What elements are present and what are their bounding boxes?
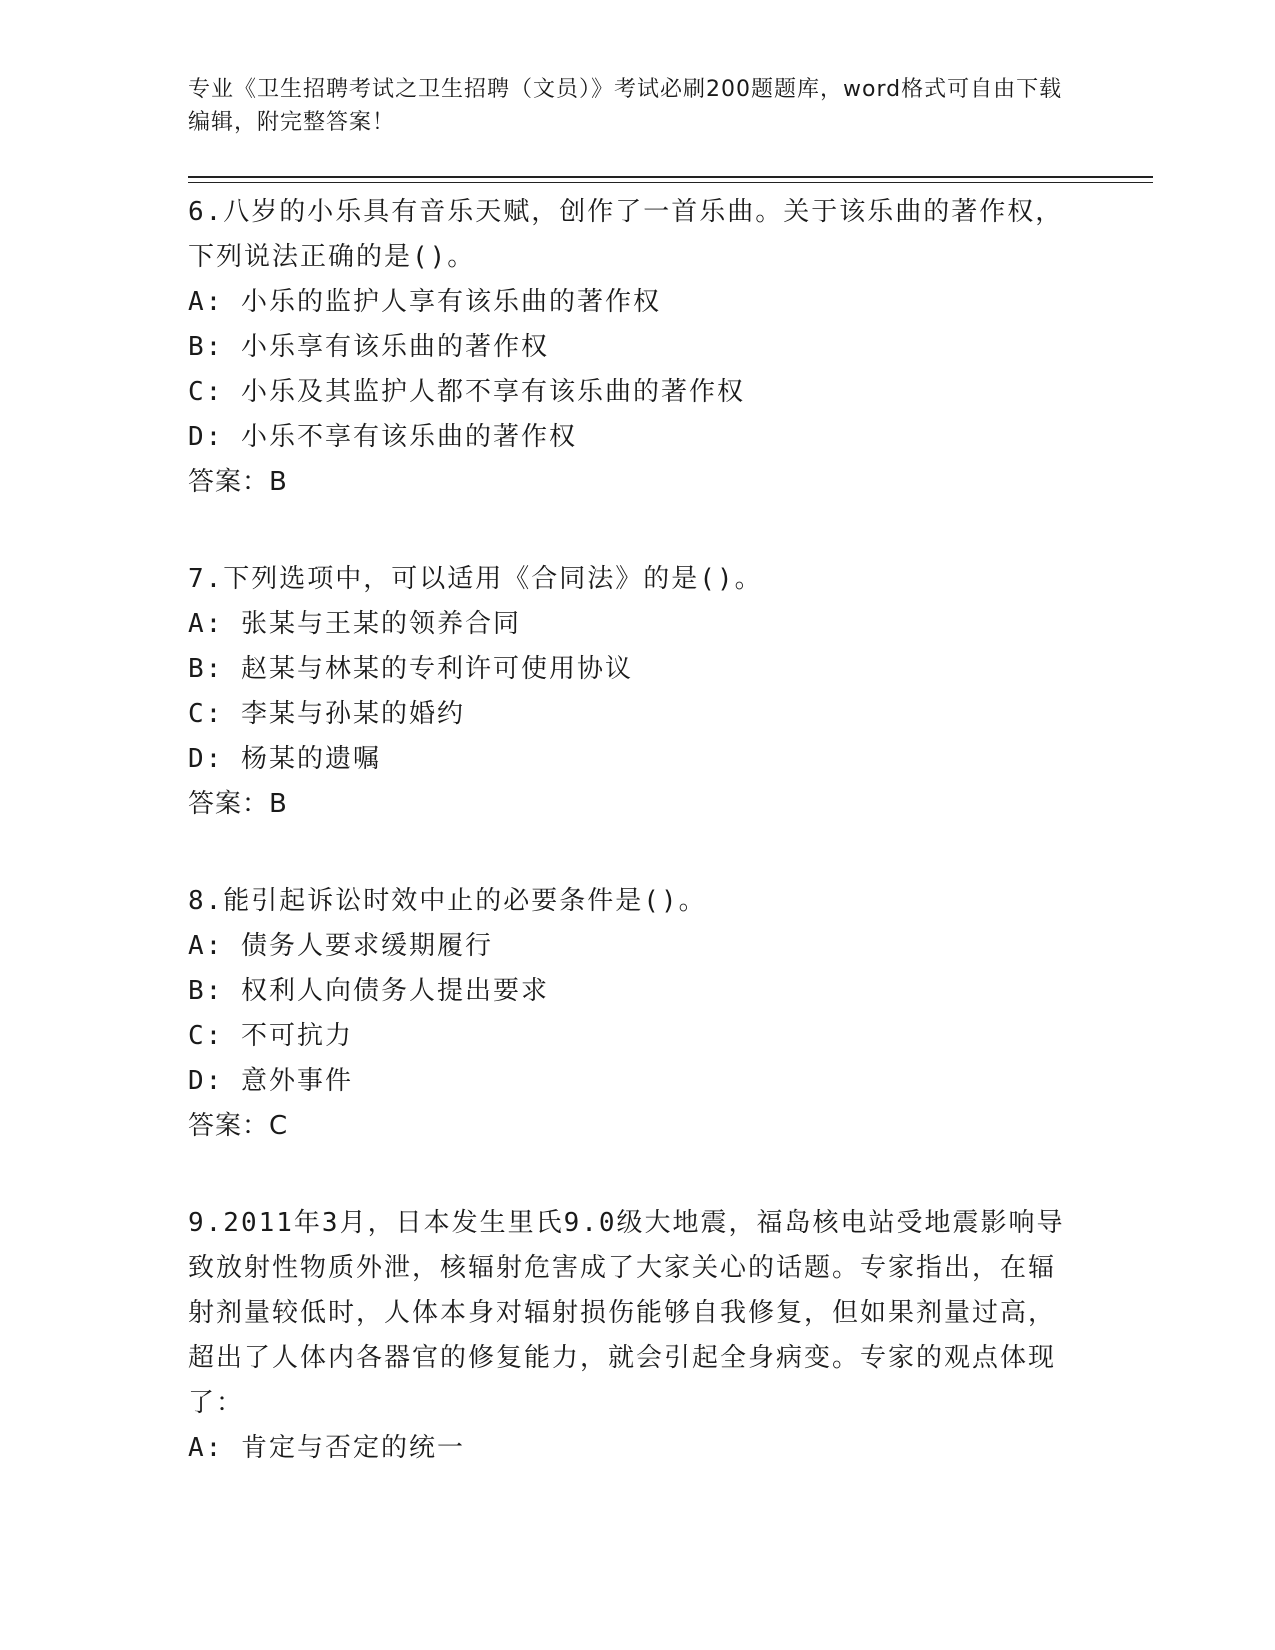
option-c: C: 不可抗力: [188, 1021, 353, 1051]
option-a: A: 债务人要求缓期履行: [188, 931, 493, 961]
option-a: A: 张某与王某的领养合同: [188, 609, 521, 639]
option-a: A: 肯定与否定的统一: [188, 1433, 465, 1463]
question-7: [188, 557, 1068, 827]
question-stem: 8.能引起诉讼时效中止的必要条件是()。: [188, 886, 707, 916]
question-8: [188, 879, 1068, 1149]
question-stem: 6.八岁的小乐具有音乐天赋，创作了一首乐曲。关于该乐曲的著作权，下列说法正确的是()。: [188, 197, 1064, 272]
option-b: B: 赵某与林某的专利许可使用协议: [188, 654, 633, 684]
question-stem: 7.下列选项中，可以适用《合同法》的是()。: [188, 564, 763, 594]
document-header: 专业《卫生招聘考试之卫生招聘（文员）》考试必刷200题题库，word格式可自由下载编辑，附完整答案！: [188, 77, 1063, 135]
question-stem: 9.2011年3月，日本发生里氏9.0级大地震，福岛核电站受地震影响导致放射性物质外泄，核辐射危害成了大家关心的话题。专家指出，在辐射剂量较低时，人体本身对辐射损伤能够自我修复，但如果剂量过高，超出了人体内各器官的修复能力，就会引起全身病变。专家的观点体现了：: [188, 1208, 1065, 1418]
option-b: B: 小乐享有该乐曲的著作权: [188, 332, 549, 362]
option-c: C: 李某与孙某的婚约: [188, 699, 465, 729]
question-6: [188, 190, 1068, 505]
question-9: [188, 1201, 1068, 1471]
answer: 答案：B: [188, 789, 288, 819]
answer: 答案：C: [188, 1111, 289, 1141]
option-d: D: 小乐不享有该乐曲的著作权: [188, 422, 577, 452]
option-c: C: 小乐及其监护人都不享有该乐曲的著作权: [188, 377, 745, 407]
option-d: D: 意外事件: [188, 1066, 353, 1096]
header-divider: [188, 176, 1153, 178]
option-b: B: 权利人向债务人提出要求: [188, 976, 549, 1006]
option-a: A: 小乐的监护人享有该乐曲的著作权: [188, 287, 661, 317]
option-d: D: 杨某的遗嘱: [188, 744, 381, 774]
question-list: [188, 190, 1068, 1523]
header-divider-thin: [188, 182, 1153, 183]
answer: 答案：B: [188, 467, 288, 497]
